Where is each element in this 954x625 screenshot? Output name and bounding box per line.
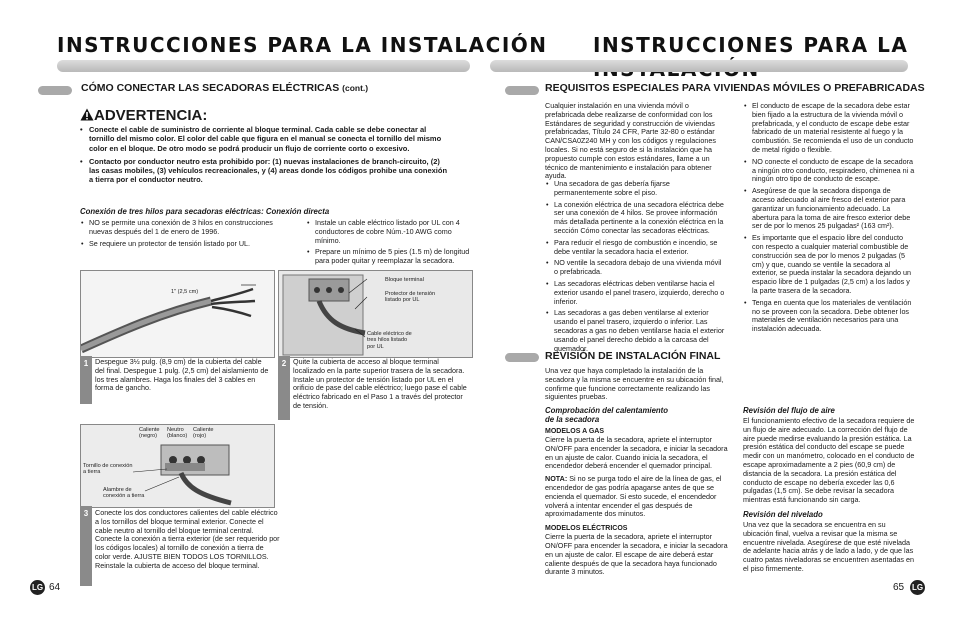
heat-check-heading: Comprobación del calentamiento de la secadora (545, 406, 669, 424)
step1-text: Despegue 3½ pulg. (8,9 cm) de la cubierta del cable del final. Despegue 1 pulg. (2,5 cm) del aislamiento de los tres alambres. Haga los finales del 3 cables en forma de gancho. (95, 357, 269, 393)
step3-text: Conecte los dos conductores calientes del cable eléctrico a los tornillos del bloque terminal exterior. Conecte el cable neutro al tornillo del bloque terminal central. Conecte la conexión a tierra exterior (de ser requerido por los códigos locales) al tornillo de conexión a tierra de color verde. AJUSTE BIEN TODOS LOS TORNILLOS. Reinstale la cubierta de acceso del bloque terminal. (95, 508, 280, 570)
left-section-pill (38, 86, 72, 95)
list-item: • Las secadoras eléctricas deben ventilarse hacia el exterior usando el panel trasero, izquierdo, derecho o inferior. (545, 280, 727, 306)
electric-models-text: Cierre la puerta de la secadora, apriete el interruptor ON/OFF para encender la secadora, e iniciar la secadora en un ajuste de calor. El escape de aire deberá estar caliente después de que la secadora haya funcionado durante 3 minutos. (545, 532, 728, 577)
right-col1-bullets (545, 180, 727, 356)
list-item: • Una secadora de gas debería fijarse permanentemente sobre el piso. (545, 180, 727, 198)
step2-text: Quite la cubierta de acceso al bloque terminal localizado en la parte superior trasera de la secadora. Instale un protector de tensión listado por UL en el orificio de pase del cable eléctrico; luego pase el cable eléctrico fabricado en el Paso 1 a través del protector de tensión. (293, 357, 467, 410)
figure-label: Bloque terminal (385, 277, 424, 283)
right-col2-bullets (743, 102, 915, 337)
figure-label: Caliente (rojo) (193, 427, 214, 440)
step-number: 2 (278, 356, 290, 420)
step3-figure (80, 424, 275, 508)
step-number: 3 (80, 506, 92, 586)
list-item: • Para reducir el riesgo de combustión e incendio, se debe ventilar la secadora hacia el exterior. (545, 239, 727, 257)
list-item: • La conexión eléctrica de una secadora eléctrica debe ser una conexión de 4 hilos. Se provee información más detallada pertinente a la conexión eléctrica en la sección Cómo conectar las secadoras eléctricas. (545, 201, 727, 236)
step1-figure (80, 270, 275, 358)
left-section-heading: CÓMO CONECTAR LAS SECADORAS ELÉCTRICAS (cont.) (81, 82, 369, 94)
right-section-heading: REQUISITOS ESPECIALES PARA VIVIENDAS MÓVILES O PREFABRICADAS (545, 82, 925, 94)
figure-label: 1" (2,5 cm) (171, 289, 199, 295)
airflow-block (743, 406, 915, 574)
figure-label: Protector de tensión listado por UL (385, 291, 436, 304)
right-title-bar (490, 60, 908, 72)
right-page-title: INSTRUCCIONES PARA LA (593, 33, 909, 57)
step-number: 1 (80, 356, 92, 404)
list-item: • NO ventile la secadora debajo de una vivienda móvil o prefabricada. (545, 259, 727, 277)
list-item: • Las secadoras a gas deben ventilarse al exterior usando el panel trasero, izquierdo o inferior. Las secadoras a gas no deben ventilarse hacia el exterior usando el panel derecho debido a la carcasa del quemador. (545, 309, 727, 353)
lg-logo: LG (30, 580, 45, 595)
list-item: • NO conecte el conducto de escape de la secadora a ningún otro conducto, respiradero, chimenea ni a ningún otro tipo de conducto de escape. (743, 158, 915, 184)
list-item: • NO se permite una conexión de 3 hilos en construcciones nuevas después del 1 de enero de 1996. (80, 219, 275, 237)
lg-logo: LG (910, 580, 925, 595)
page-number: 64 (49, 582, 61, 593)
figure-label: Neutro (blanco) (167, 427, 188, 440)
left-col1-bullets (80, 219, 275, 251)
list-item: • El conducto de escape de la secadora debe estar bien fijado a la estructura de la vivienda móvil o prefabricada, y el conducto de escape debe estar fabricado de un material resistente al fuego y la combustión. Se recomienda el uso de un conducto de metal rígido o flexible. (743, 102, 915, 155)
right-section-pill (505, 86, 539, 95)
three-wire-subheading: Conexión de tres hilos para secadoras eléctricas: Conexión directa (80, 207, 330, 216)
warning-bullet: • Contacto por conductor neutro esta prohibido por: (1) nuevas instalaciones de branch-circuito, (2) las casas mobiles, (3) vehículos recreacionales, y (4) areas donde los códigos prohibe una conexión a tierra por el conductor neutro. (80, 157, 452, 185)
figure-label: Tornillo de conexión a tierra (83, 463, 133, 476)
figure-label: Alambre de conexión a tierra (103, 487, 145, 500)
warning-heading: ADVERTENCIA: (80, 107, 207, 124)
final-section-pill (505, 353, 539, 362)
gas-models-heading: MODELOS A GAS (545, 428, 604, 435)
electric-models-heading: MODELOS ELÉCTRICOS (545, 525, 628, 533)
airflow-heading: Revisión del flujo de aire (743, 406, 835, 415)
leveling-heading: Revisión del nivelado (743, 509, 823, 519)
stripped-cable-illustration (81, 271, 274, 357)
warning-triangle-icon (80, 108, 94, 121)
left-col2-bullets (306, 219, 478, 269)
page-number: 65 (893, 582, 905, 593)
section-cont-label: (cont.) (342, 83, 369, 93)
airflow-text: El funcionamiento efectivo de la secadora requiere de un flujo de aire adecuado. La corrección del flujo de aire puede medirse evaluando la presión estática. La presión estática del conducto del escape se puede medir con un manómetro, colocado en el conducto de escape aproximadamente a 2 pies (60,9 cm) de distancia de la secadora. La presión estática del conducto de escape no debería exceder las 0,6 pulgadas (1,5 cm). Se debe revisar la secadora mientras está funcionando sin carga. (743, 416, 915, 505)
step2-figure (278, 270, 473, 358)
left-title-bar (57, 60, 470, 72)
final-intro: Una vez que haya completado la instalación de la secadora y la misma se encuentre en su ubicación final, confirme que funcione correctamente realizando las siguientes pruebas. (545, 366, 724, 402)
gas-models-text: Cierre la puerta de la secadora, apriete el interruptor ON/OFF para encender la secadora, e iniciar la secadora en un ajuste de calor. Cuando inicia la secadora, el encendedor deberá encender el quemador principal. (545, 435, 728, 471)
list-item: • Asegúrese de que la secadora disponga de acceso adecuado al aire fresco del exterior para garantizar un funcionamiento adecuado. La abertura para la toma de aire fresco exterior debe ser de por lo menos 25 pulgadas² (163 cm²). (743, 187, 915, 231)
figure-label: Caliente (negro) (139, 427, 160, 440)
list-item: • Prepare un mínimo de 5 pies (1.5 m) de longitud para poder quitar y reemplazar la secadora. (306, 248, 478, 266)
list-item: • Instale un cable eléctrico listado por UL con 4 conductores de cobre Núm.-10 AWG como mínimo. (306, 219, 478, 245)
left-page-title: INSTRUCCIONES PARA LA INSTALACIÓN (57, 33, 548, 57)
warning-bullets (80, 125, 452, 189)
gas-note: NOTA: Si no se purga todo el aire de la línea de gas, el encendedor de gas podría apagarse antes de que se encienda el quemador. Si esto sucede, el encendedor volverá a intentar encender el gas después de aproximadamente dos minutos. (545, 474, 722, 519)
mobile-home-intro: Cualquier instalación en una vivienda móvil o prefabricada debe realizarse de conformidad con los Estándares de seguridad y construcción de viviendas prefabricadas, Título 24 CFR, Parte 32-80 o estándar CAN/CSA0Z240 MH y con los códigos y regulaciones locales. Si no está seguro de si la instalación que ha propuesto cumple con estos estándares, llame a un técnico de mantenimiento e instalación para obtener ayuda. (545, 101, 716, 181)
figure-label: Cable eléctrico de tres hilos listado por UL (367, 331, 412, 350)
heat-check-block (545, 406, 728, 577)
list-item: • Tenga en cuenta que los materiales de ventilación no se proveen con la secadora. Debe obtener los materiales de ventilación necesarios para una instalación adecuada. (743, 299, 915, 334)
final-section-heading: REVISIÓN DE INSTALACIÓN FINAL (545, 350, 721, 362)
warning-bullet: • Conecte el cable de suministro de corriente al bloque terminal. Cada cable se debe conectar al tornillo del mismo color. El color del cable que figura en el manual se conecta el tornillo del mismo color en el bloque. De otro modo se podrá producir un flujo de corriente corto o excesivo. (80, 125, 452, 153)
list-item: • Es importante que el espacio libre del conducto con respecto a cualquier material combustible de construcción sea de por lo menos 2 pulgadas (5 cm) y que, cuando se ventile la secadora al exterior, se pueda instalar la secadora dejando un espacio libre de 1 pulgadas (2,5 cm) a los lados y la parte trasera de la secadora. (743, 234, 915, 296)
leveling-text: Una vez que la secadora se encuentra en su ubicación final, vuelva a revisar que la misma se encuentre nivelada. Asegúrese de que esté nivelada de adelante hacia atrás y de lado a lado, y de que las cuatro patas niveladoras se encuentren asentadas en el piso firmemente. (743, 519, 915, 573)
list-item: • Se requiere un protector de tensión listado por UL. (80, 240, 275, 249)
